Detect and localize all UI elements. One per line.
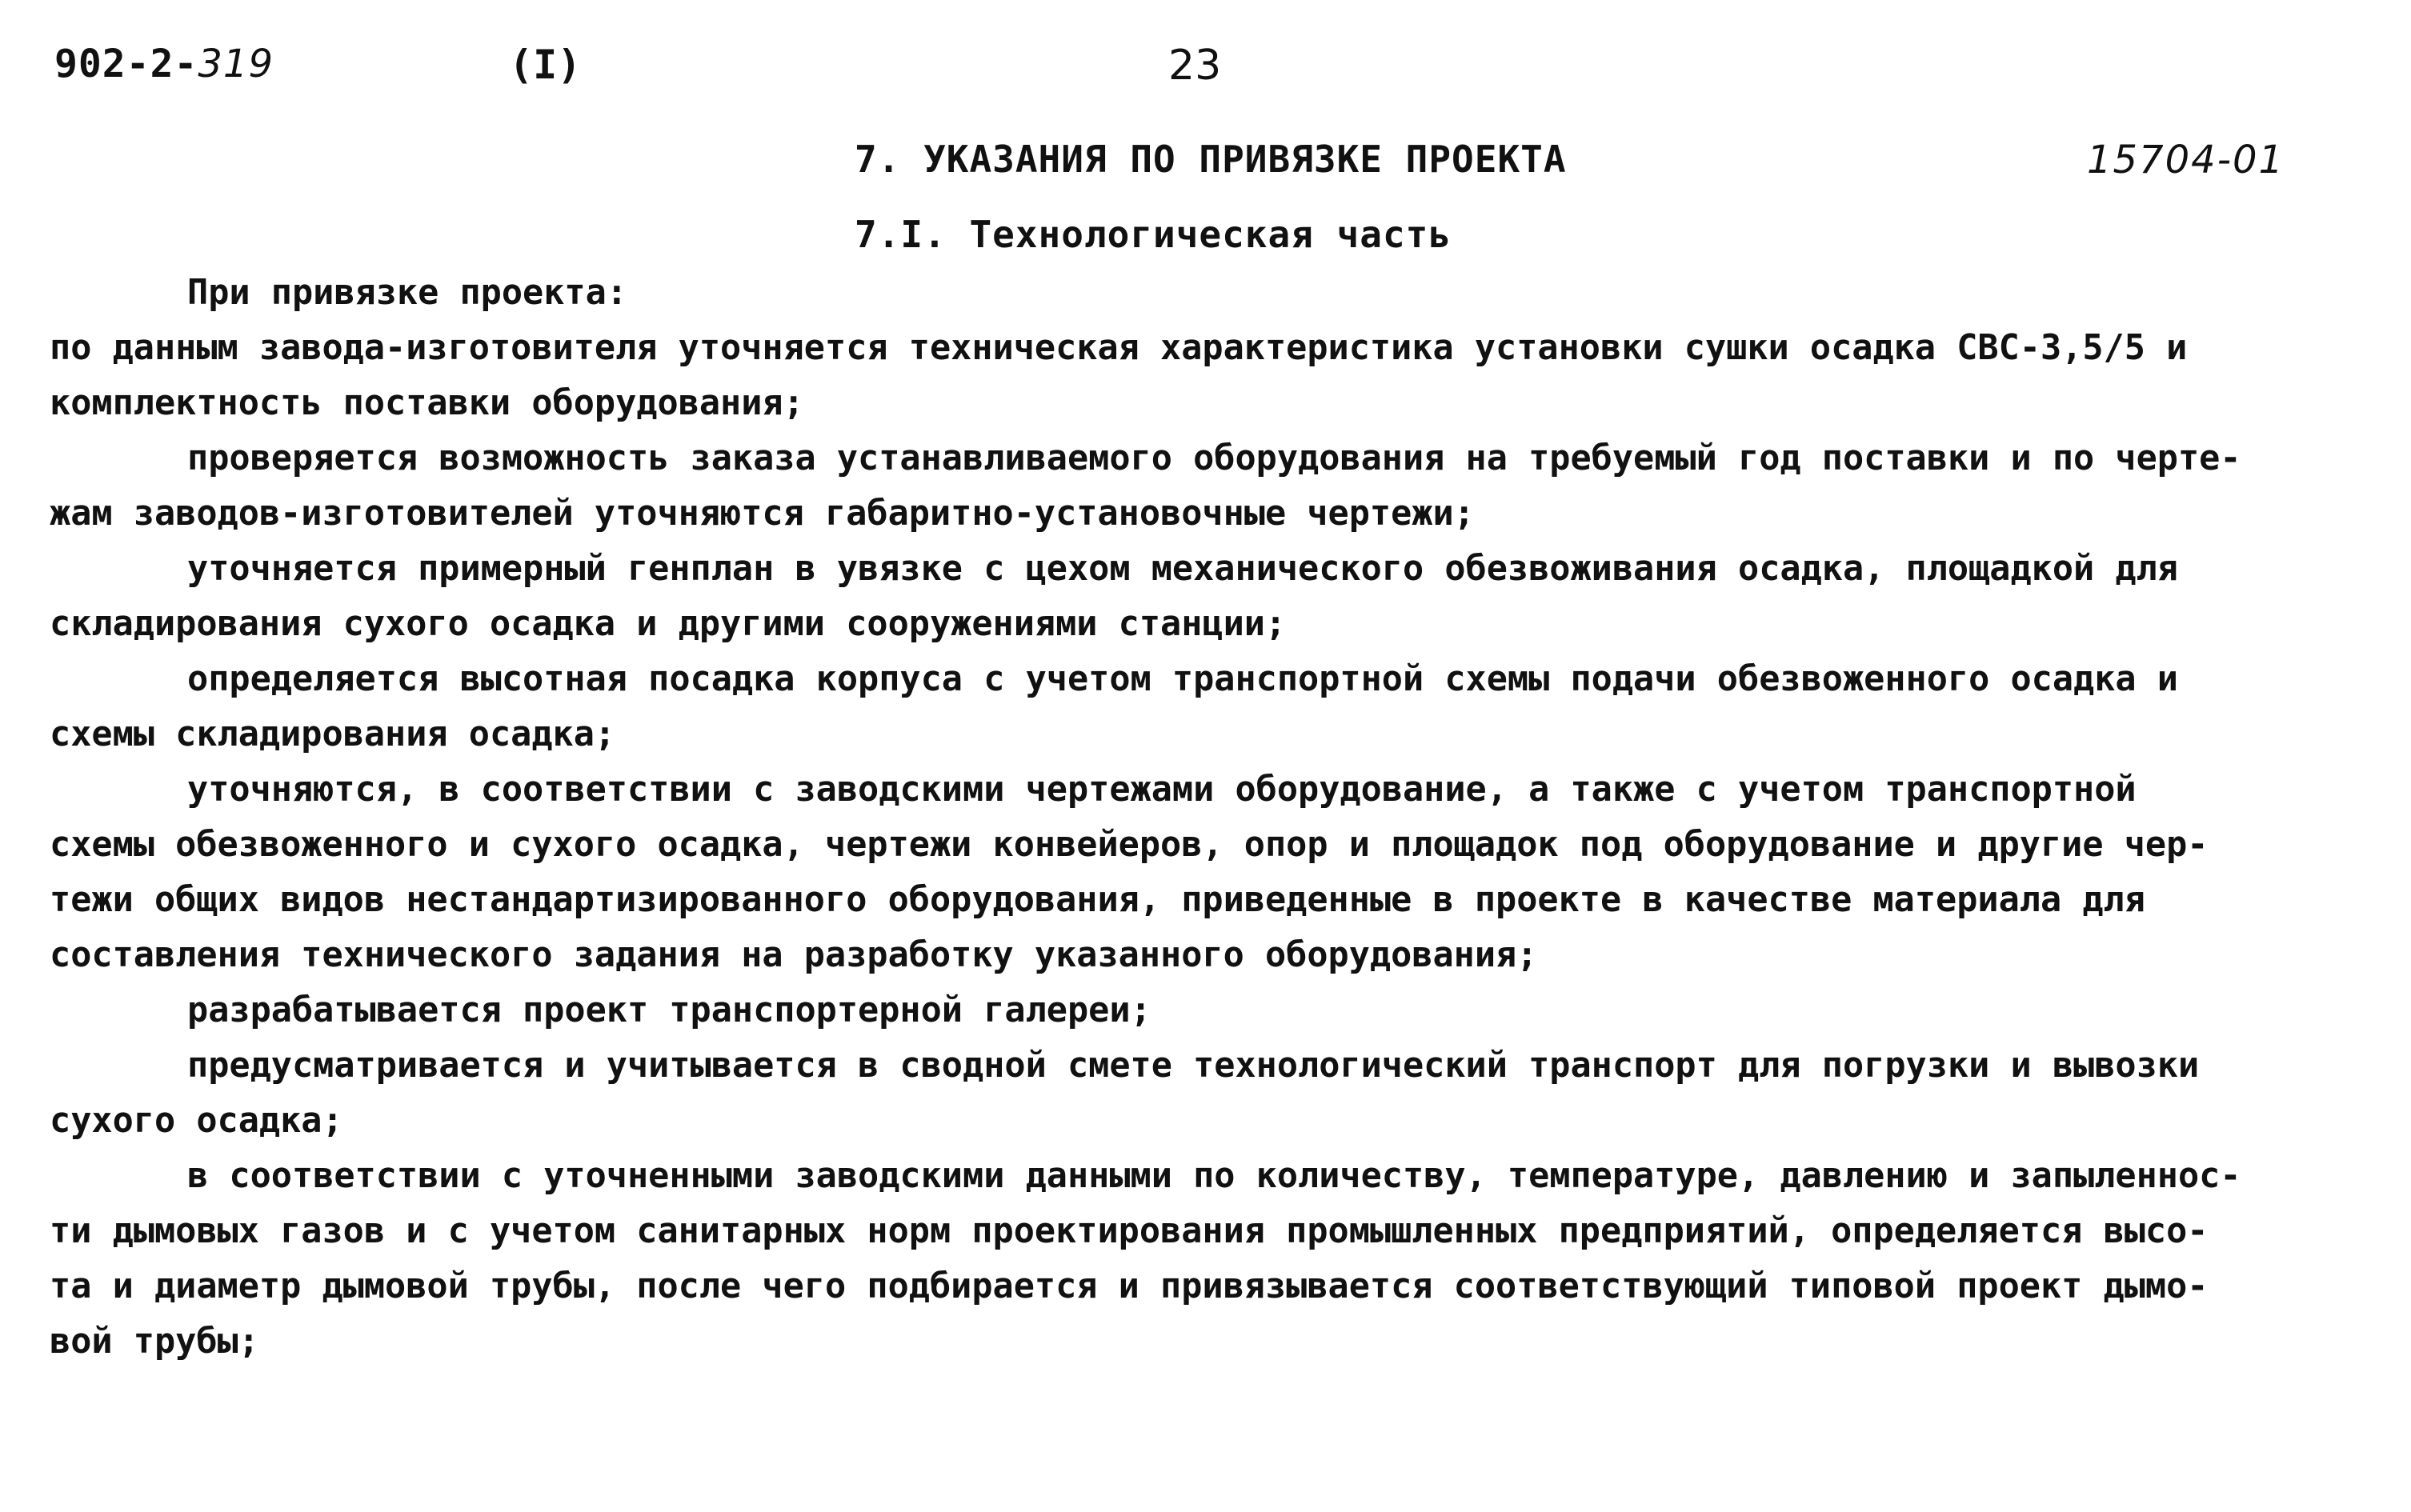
text-line: составления технического задания на разработку указанного оборудования; [50, 935, 1538, 975]
document-code [54, 42, 274, 86]
text-line: тежи общих видов нестандартизированного оборудования, приведенные в проекте в качестве материала для [50, 880, 2145, 920]
text-line: схемы складирования осадка; [50, 714, 616, 754]
text-line: та и диаметр дымовой трубы, после чего подбирается и привязывается соответствующий типовой проект дымо- [50, 1266, 2209, 1306]
body-text [50, 266, 2370, 1370]
text-line: ти дымовых газов и с учетом санитарных норм проектирования промышленных предприятий, определяется высо- [50, 1211, 2209, 1251]
text-line: в соответствии с уточненными заводскими данными по количеству, температуре, давлению и запыленнос- [187, 1156, 2241, 1196]
subsection-title: 7.I. Технологическая часть [855, 213, 1452, 256]
text-line: уточняются, в соответствии с заводскими чертежами оборудование, а также с учетом транспортной [187, 770, 2137, 810]
section-title: 7. УКАЗАНИЯ ПО ПРИВЯЗКЕ ПРОЕКТА [855, 138, 1567, 181]
text-line: жам заводов-изготовителей уточняются габаритно-установочные чертежи; [50, 494, 1475, 534]
text-line: При привязке проекта: [187, 273, 627, 313]
text-line: предусматривается и учитывается в сводной смете технологический транспорт для погрузки и вывозки [187, 1046, 2200, 1086]
text-line: схемы обезвоженного и сухого осадка, чертежи конвейеров, опор и площадок под оборудование и другие чер- [50, 825, 2209, 865]
document-code-suffix: 319 [198, 42, 274, 86]
text-line: вой трубы; [50, 1322, 259, 1362]
text-line: проверяется возможность заказа устанавливаемого оборудования на требуемый год поставки и по черте- [187, 438, 2241, 478]
text-line: определяется высотная посадка корпуса с учетом транспортной схемы подачи обезвоженного осадка и [187, 659, 2178, 699]
text-line: разрабатывается проект транспортерной галереи; [187, 990, 1151, 1030]
text-line: комплектность поставки оборудования; [50, 383, 804, 423]
text-line: по данным завода-изготовителя уточняется техническая характеристика установки сушки осадка СВС-3,5/5 и [50, 328, 2188, 368]
text-line: уточняется примерный генплан в увязке с цехом механического обезвоживания осадка, площадкой для [187, 549, 2178, 589]
document-code-prefix: 902-2- [54, 42, 198, 86]
document-part: (I) [509, 42, 582, 88]
page-number: 23 [1168, 42, 1222, 90]
archive-number: 15704-01 [2087, 138, 2285, 182]
text-line: сухого осадка; [50, 1101, 343, 1141]
text-line: складирования сухого осадка и другими сооружениями станции; [50, 604, 1287, 644]
